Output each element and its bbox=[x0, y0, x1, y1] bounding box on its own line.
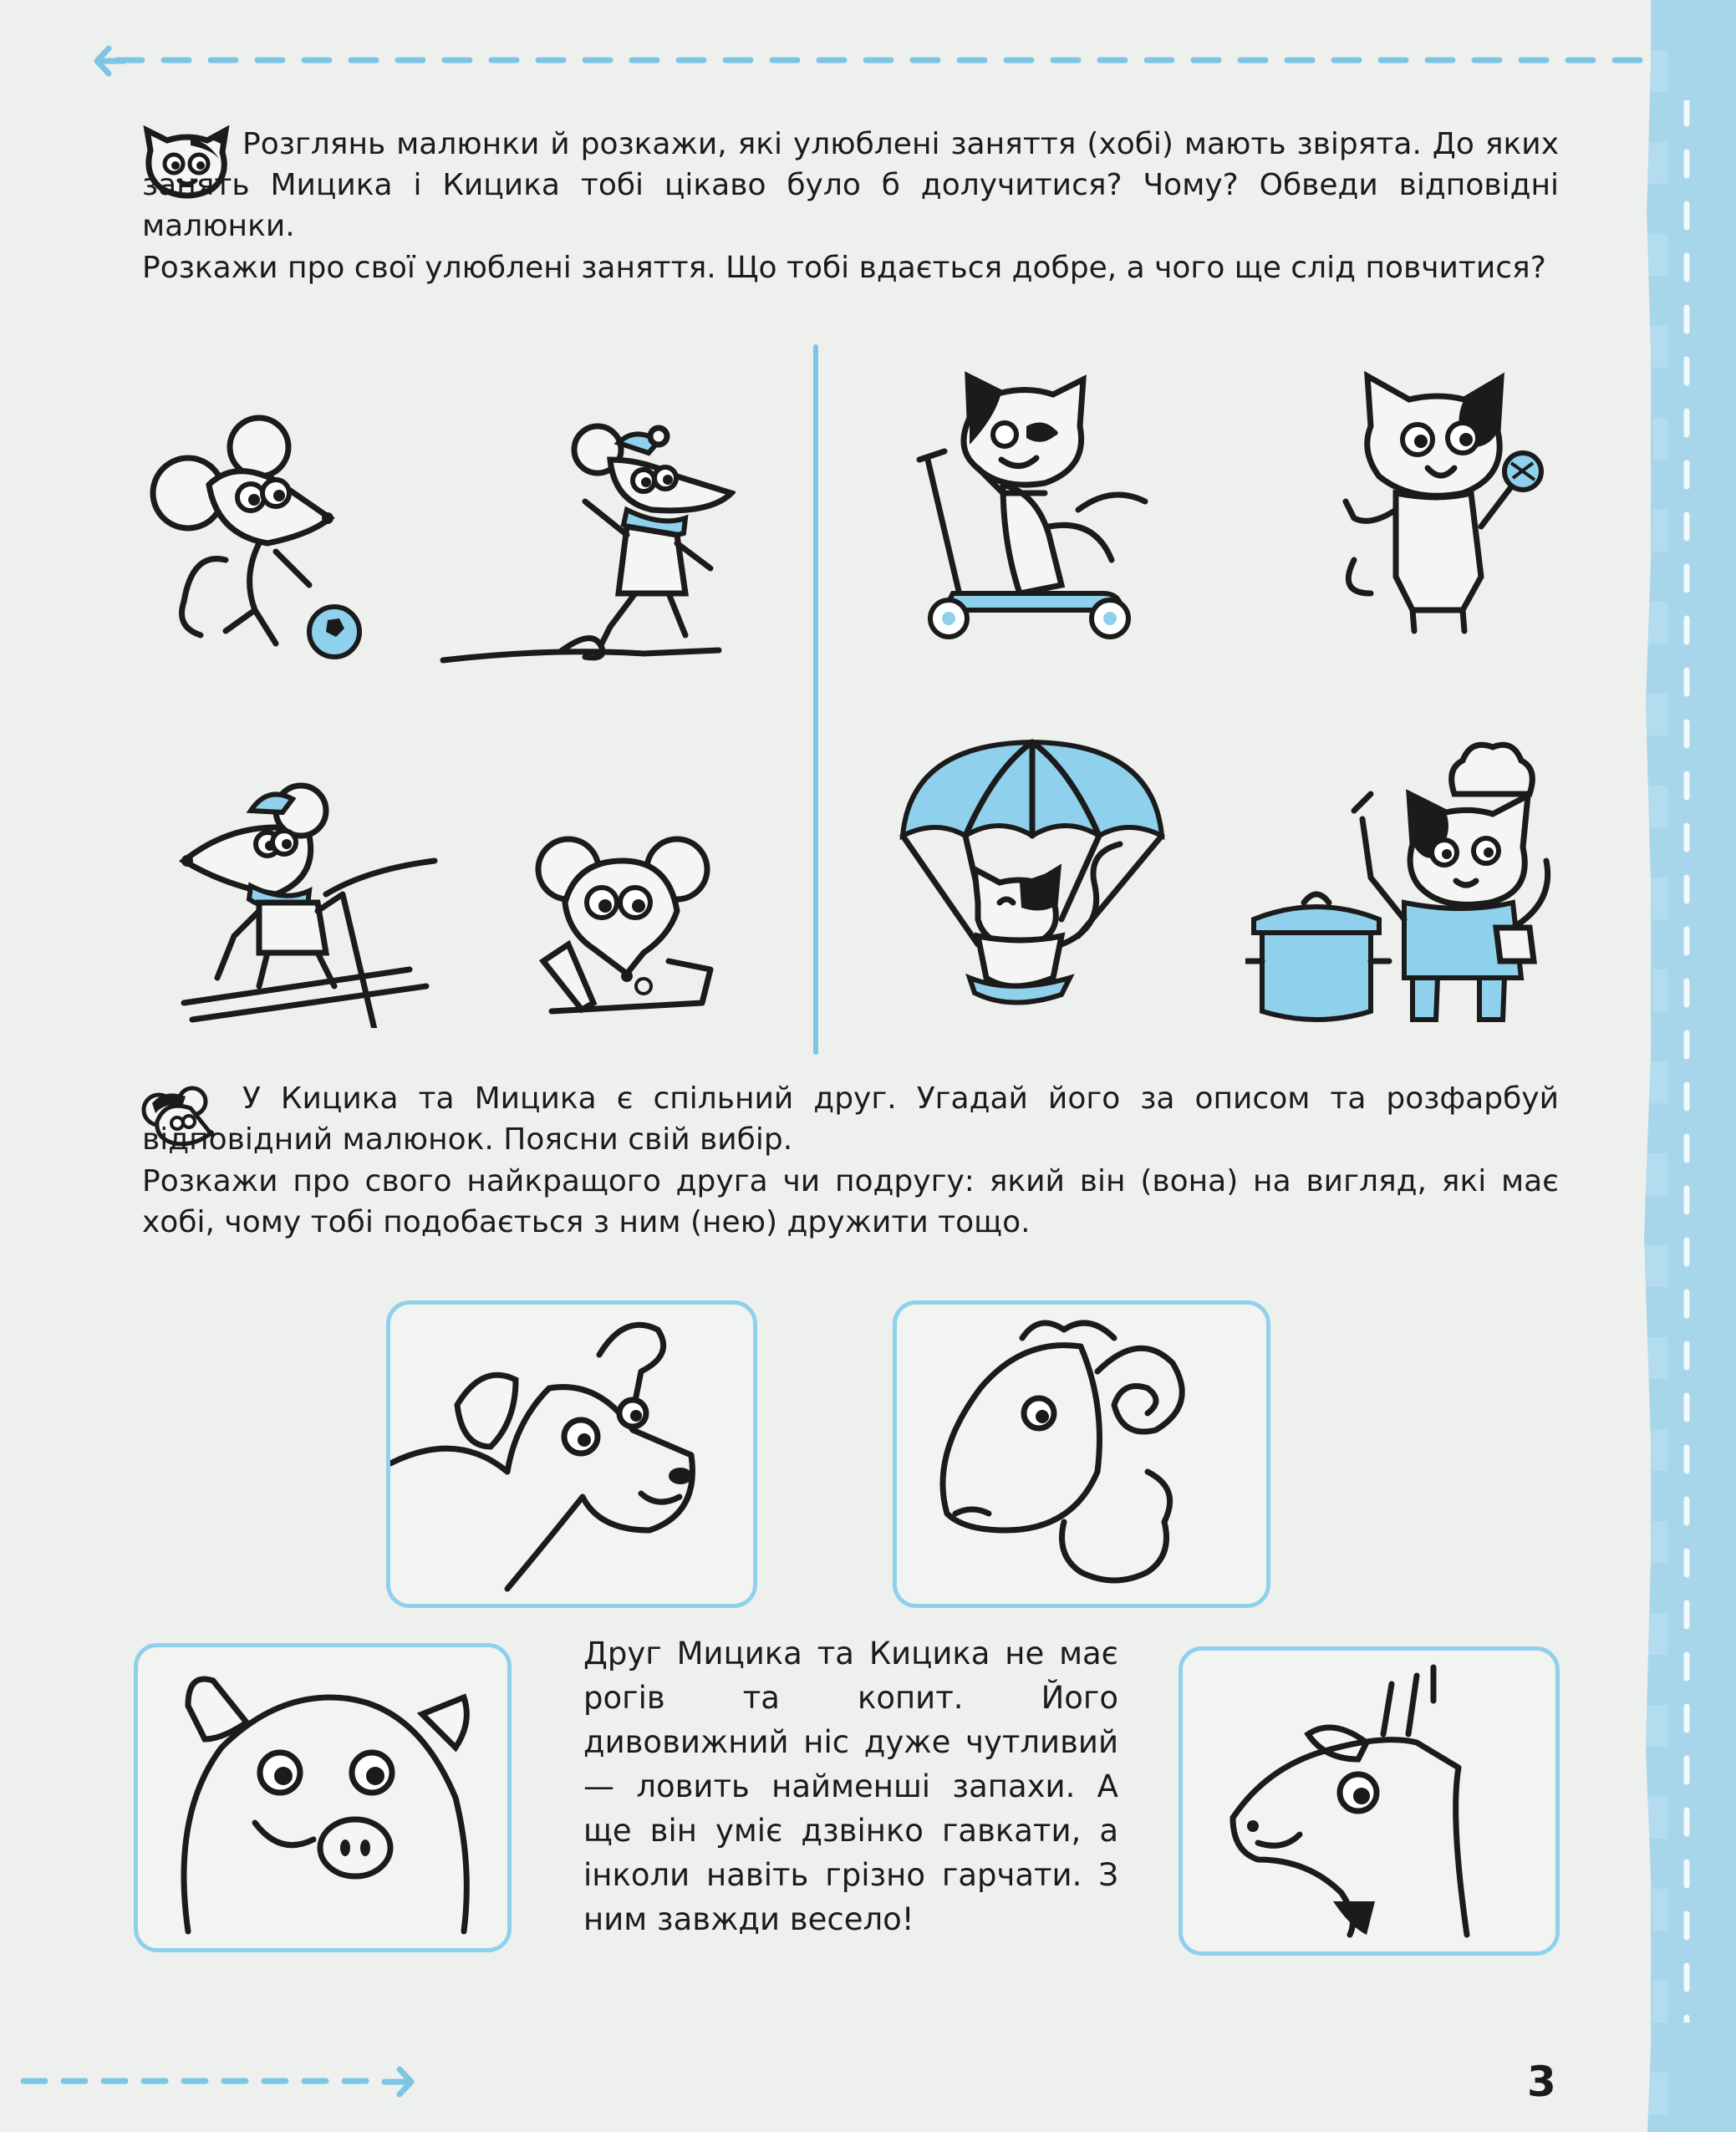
task1-instruction bbox=[142, 124, 1559, 247]
mouse-skating-illustration bbox=[435, 410, 736, 669]
task1-line2: Розкажи про свої улюблені заняття. Що тобі вдається добре, а чого ще слід повчитися? bbox=[142, 251, 1546, 285]
dog-illustration bbox=[390, 1305, 753, 1604]
ram-card[interactable] bbox=[893, 1300, 1270, 1608]
friend-description: Друг Мицика та Кицика не має рогів та копит. Його дивовижний ніс дуже чутливий — ловить найменші запахи. А ще він уміє дзвінко гавкати, а інколи навіть грізно гарчати. З ним завжди весело! bbox=[583, 1636, 1118, 1937]
cat-singing-illustration bbox=[1337, 359, 1563, 635]
task2-line1: У Кицика та Мицика є спільний друг. Угадай його за описом та розфарбуй відповідний малюнок. Поясни свій вибір. bbox=[142, 1081, 1559, 1157]
cat-scooter-illustration bbox=[903, 368, 1153, 644]
page-number: 3 bbox=[1527, 2058, 1556, 2106]
pig-illustration bbox=[138, 1647, 507, 1948]
mouse-football-illustration bbox=[142, 410, 384, 660]
mouse-skiing-illustration bbox=[176, 777, 443, 1028]
pig-card[interactable] bbox=[134, 1643, 512, 1952]
arrow-left-icon[interactable] bbox=[90, 40, 132, 82]
ram-illustration bbox=[897, 1305, 1266, 1604]
task1-prompt bbox=[142, 247, 1559, 288]
mouse-drawing-illustration bbox=[535, 827, 719, 1020]
goat-card[interactable] bbox=[1179, 1646, 1560, 1956]
task2-instruction bbox=[142, 1078, 1559, 1160]
right-dashed-line bbox=[1678, 100, 1695, 2023]
cat-chef-illustration bbox=[1245, 735, 1563, 1028]
arrow-right-icon[interactable] bbox=[378, 2061, 420, 2103]
task2-line2: Розкажи про свого найкращого друга чи подругу: який він (вона) на вигляд, які має хобі, чому тобі подобається з ним (нею) дружити тощо. bbox=[142, 1164, 1559, 1239]
bottom-dashed-line bbox=[17, 2064, 418, 2098]
top-dashed-line bbox=[92, 43, 1663, 77]
task1-line1: Розглянь малюнки й розкажи, які улюблені заняття (хобі) мають звірята. До яких занять Мицика і Кицика тобі цікаво було б долучитися? Чому? Обведи відповідні малюнки. bbox=[142, 127, 1559, 243]
column-divider bbox=[813, 344, 818, 1055]
goat-illustration bbox=[1183, 1651, 1555, 1951]
task2-prompt bbox=[142, 1161, 1559, 1243]
torn-edge-decoration bbox=[1634, 0, 1667, 2132]
dog-card[interactable] bbox=[386, 1300, 757, 1608]
cat-parachute-illustration bbox=[894, 735, 1170, 1020]
